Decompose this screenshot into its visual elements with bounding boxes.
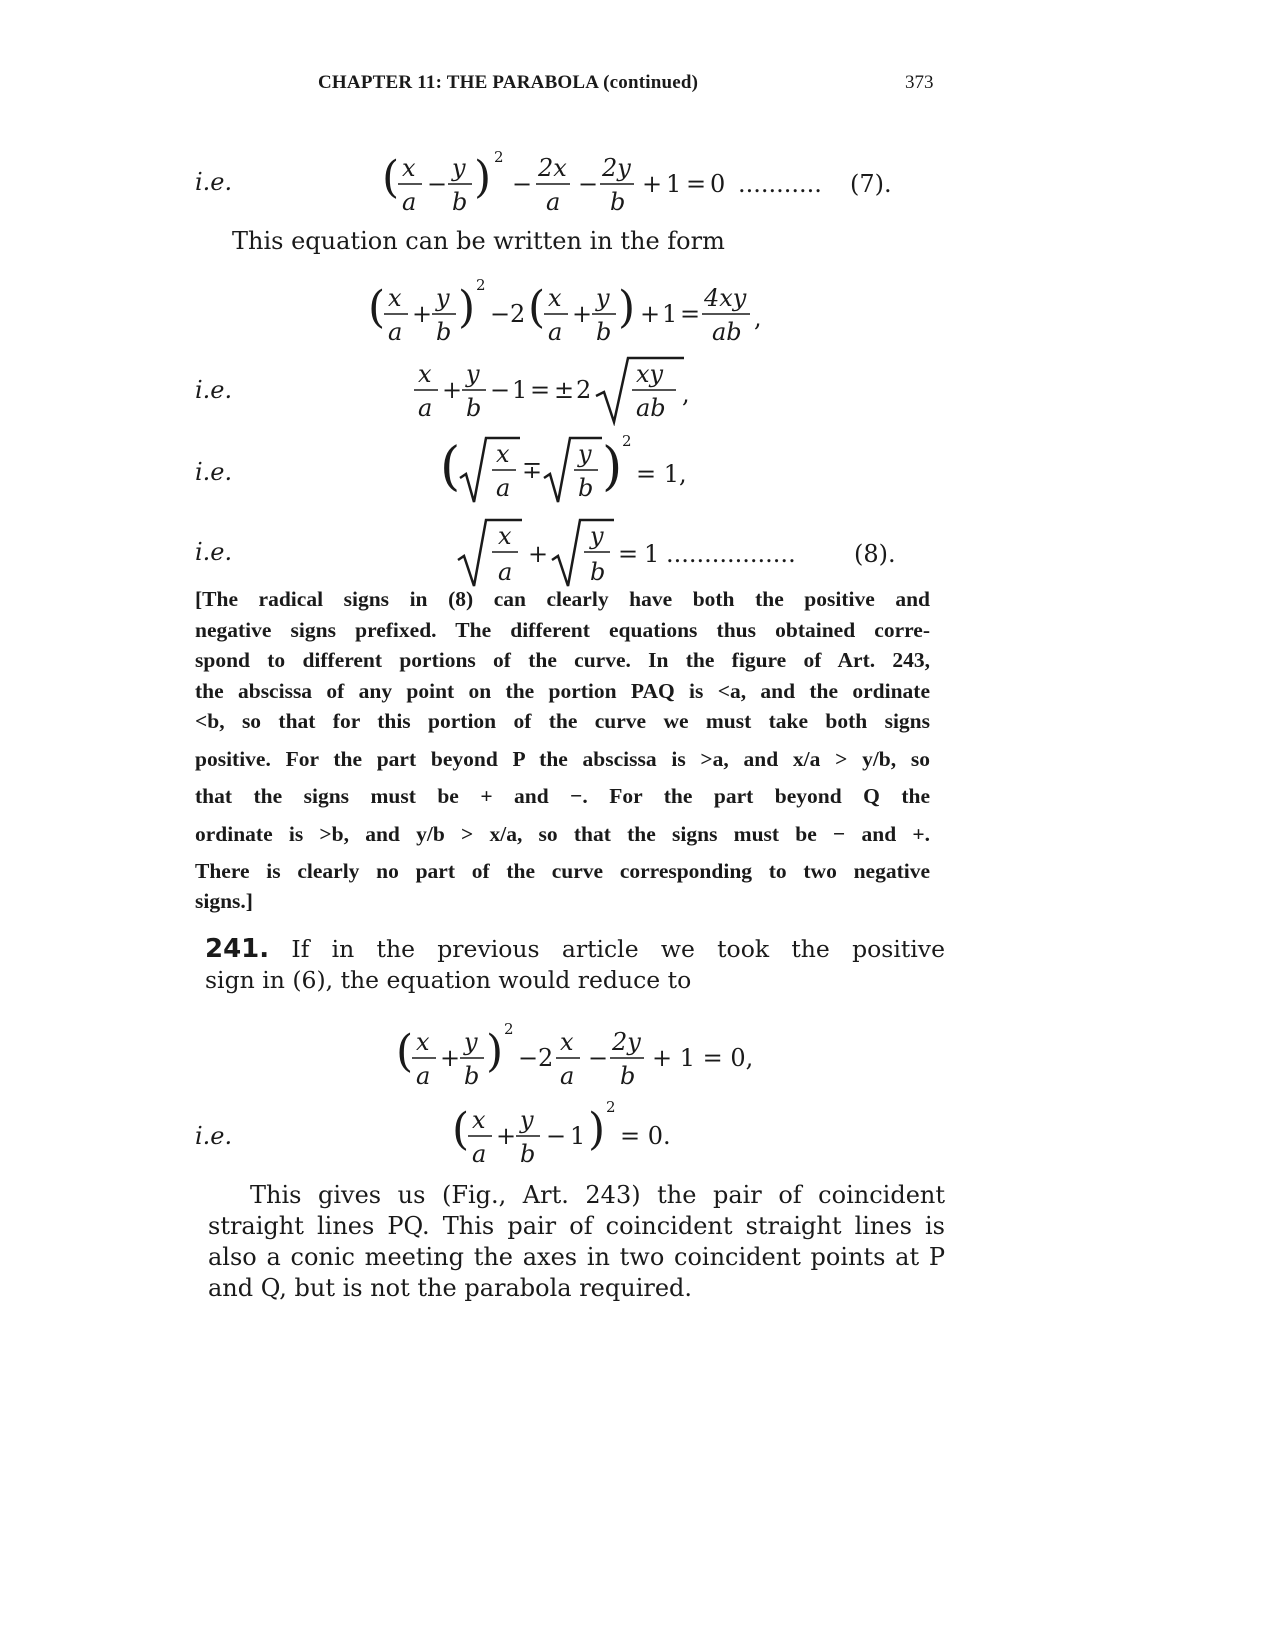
left-paren: ( <box>440 437 461 497</box>
one: 1 <box>570 1122 586 1150</box>
equals-zero: = 0. <box>620 1122 671 1150</box>
plus-sign: + <box>642 170 663 198</box>
one: 1 <box>644 540 660 568</box>
note-line: positive. For the part beyond P the abscissa is >a, and x/a > y/b, so <box>195 746 930 771</box>
left-paren: ( <box>368 282 386 333</box>
equals: = <box>686 170 707 198</box>
minus-sign: − <box>512 170 533 198</box>
leader-dots: ................. <box>666 540 796 568</box>
frac-den: a <box>472 1140 487 1168</box>
plus-sign: + <box>640 300 661 328</box>
frac-num: y <box>596 284 610 312</box>
closing-line: straight lines PQ. This pair of coincident straight lines is <box>208 1212 945 1240</box>
equation-number: (7). <box>850 170 892 198</box>
equation-8 <box>456 504 916 594</box>
one: 1 <box>666 170 682 198</box>
frac-den: a <box>418 394 433 422</box>
note-line: negative signs prefixed. The different equations thus obtained corre- <box>195 617 930 642</box>
right-paren: ) <box>458 282 476 333</box>
closing-line: also a conic meeting the axes in two coincident points at P <box>208 1243 945 1271</box>
intro-line: This equation can be written in the form <box>232 227 725 255</box>
equation-form <box>368 270 768 350</box>
frac-den: b <box>578 474 594 502</box>
frac-num: y <box>578 440 592 468</box>
minus-sign: − <box>427 170 448 198</box>
right-paren: ) <box>602 437 623 497</box>
equals: = <box>680 300 701 328</box>
equation-radical-step <box>414 346 714 426</box>
frac-den: ab <box>636 394 666 422</box>
frac-den: b <box>436 318 452 346</box>
left-paren: ( <box>528 282 546 333</box>
minus-sign: − <box>546 1122 567 1150</box>
coefficient: 2 <box>538 1044 554 1072</box>
frac-den: b <box>620 1062 636 1090</box>
frac-den: a <box>416 1062 431 1090</box>
frac-num: y <box>464 1028 478 1056</box>
note-line: spond to different portions of the curve. In the figure of Art. 243, <box>195 648 930 673</box>
closing-line: This gives us (Fig., Art. 243) the pair of coincident <box>250 1181 945 1209</box>
radical-signs-note <box>195 584 930 917</box>
frac-num: x <box>548 284 562 312</box>
equals: = <box>530 376 551 404</box>
coefficient: 2 <box>576 376 592 404</box>
note-line: signs.] <box>195 889 253 914</box>
frac-num: x <box>560 1028 574 1056</box>
coefficient: 2 <box>510 300 526 328</box>
frac-num: 2y <box>602 154 631 182</box>
equation-number: (8). <box>854 540 896 568</box>
closing-paragraph <box>208 1180 945 1304</box>
equation-perfect-square <box>452 1092 692 1172</box>
frac-num: y <box>436 284 450 312</box>
plus-minus: ± <box>554 376 575 404</box>
frac-den: b <box>466 394 482 422</box>
one: 1 <box>512 376 528 404</box>
ie-label-1: i.e. <box>195 168 233 196</box>
frac-num: x <box>472 1106 486 1134</box>
equals: = <box>618 540 639 568</box>
plus-sign: + <box>412 300 433 328</box>
left-paren: ( <box>382 152 400 203</box>
running-head: CHAPTER 11: THE PARABOLA (continued) <box>318 72 699 93</box>
frac-den: b <box>452 188 468 216</box>
frac-num: x <box>388 284 402 312</box>
frac-num: x <box>418 360 432 388</box>
frac-den: a <box>496 474 511 502</box>
article-line-2: sign in (6), the equation would reduce to <box>205 966 692 994</box>
zero: 0 <box>710 170 726 198</box>
frac-den: a <box>388 318 403 346</box>
minus-sign: − <box>490 300 511 328</box>
note-line: ordinate is >b, and y/b > x/a, so that the signs must be − and +. <box>195 821 930 846</box>
frac-den: a <box>560 1062 575 1090</box>
plus-sign: + <box>572 300 593 328</box>
page-header <box>0 72 1275 102</box>
frac-den: a <box>402 188 417 216</box>
article-text: If in the previous article we took the positive <box>291 935 945 963</box>
equation-positive-sign <box>396 1014 756 1094</box>
minus-sign: − <box>490 376 511 404</box>
exponent: 2 <box>476 276 486 294</box>
plus-sign: + <box>442 376 463 404</box>
article-number: 241. <box>205 934 270 964</box>
frac-den: b <box>464 1062 480 1090</box>
right-paren: ) <box>588 1104 606 1155</box>
right-paren: ) <box>618 282 636 333</box>
note-line: that the signs must be + and −. For the part beyond Q the <box>195 783 930 808</box>
comma: , <box>682 380 690 408</box>
article-241 <box>205 934 945 996</box>
note-line: [The radical signs in (8) can clearly have both the positive and <box>195 587 930 611</box>
article-line-1 <box>205 934 945 965</box>
note-line: <b, so that for this portion of the curve we must take both signs <box>195 709 930 734</box>
frac-den: a <box>548 318 563 346</box>
frac-num: x <box>416 1028 430 1056</box>
frac-num: 2y <box>612 1028 641 1056</box>
minus-sign: − <box>578 170 599 198</box>
comma: , <box>754 304 762 332</box>
ie-label-3: i.e. <box>195 458 233 486</box>
note-line: the abscissa of any point on the portion PAQ is <a, and the ordinate <box>195 678 930 703</box>
minus-sign: − <box>588 1044 609 1072</box>
equals-zero: + 1 = 0, <box>652 1044 754 1072</box>
frac-num: 4xy <box>704 284 747 312</box>
exponent: 2 <box>622 432 632 450</box>
exponent: 2 <box>504 1020 514 1038</box>
radical-sign <box>458 520 522 586</box>
exponent: 2 <box>494 148 504 166</box>
frac-num: xy <box>636 360 664 388</box>
frac-den: a <box>546 188 561 216</box>
frac-num: x <box>496 440 510 468</box>
minus-sign: − <box>518 1044 539 1072</box>
minus-plus: ∓ <box>522 456 543 484</box>
plus-sign: + <box>496 1122 517 1150</box>
one: 1 <box>662 300 678 328</box>
ie-label-5: i.e. <box>195 1122 233 1150</box>
right-paren: ) <box>474 152 492 203</box>
plus-sign: + <box>440 1044 461 1072</box>
frac-num: x <box>402 154 416 182</box>
frac-den: a <box>498 558 513 586</box>
left-paren: ( <box>452 1104 470 1155</box>
frac-num: x <box>498 522 512 550</box>
frac-den: b <box>596 318 612 346</box>
frac-num: y <box>466 360 480 388</box>
frac-num: y <box>452 154 466 182</box>
frac-den: b <box>520 1140 536 1168</box>
frac-den: b <box>610 188 626 216</box>
frac-den: ab <box>712 318 742 346</box>
leader-dots: ........... <box>738 170 822 198</box>
page-number: 373 <box>905 72 934 93</box>
frac-num: y <box>590 522 604 550</box>
equation-squared-radicals <box>440 422 700 512</box>
note-line: There is clearly no part of the curve corresponding to two negative <box>195 858 930 883</box>
frac-num: y <box>520 1106 534 1134</box>
closing-line: and Q, but is not the parabola required. <box>208 1274 693 1302</box>
plus-sign: + <box>528 540 549 568</box>
frac-den: b <box>590 558 606 586</box>
ie-label-4: i.e. <box>195 538 233 566</box>
equals-one: = 1, <box>636 460 687 488</box>
frac-num: 2x <box>538 154 567 182</box>
left-paren: ( <box>396 1026 414 1077</box>
right-paren: ) <box>486 1026 504 1077</box>
exponent: 2 <box>606 1098 616 1116</box>
equation-7 <box>380 140 900 220</box>
ie-label-2: i.e. <box>195 376 233 404</box>
